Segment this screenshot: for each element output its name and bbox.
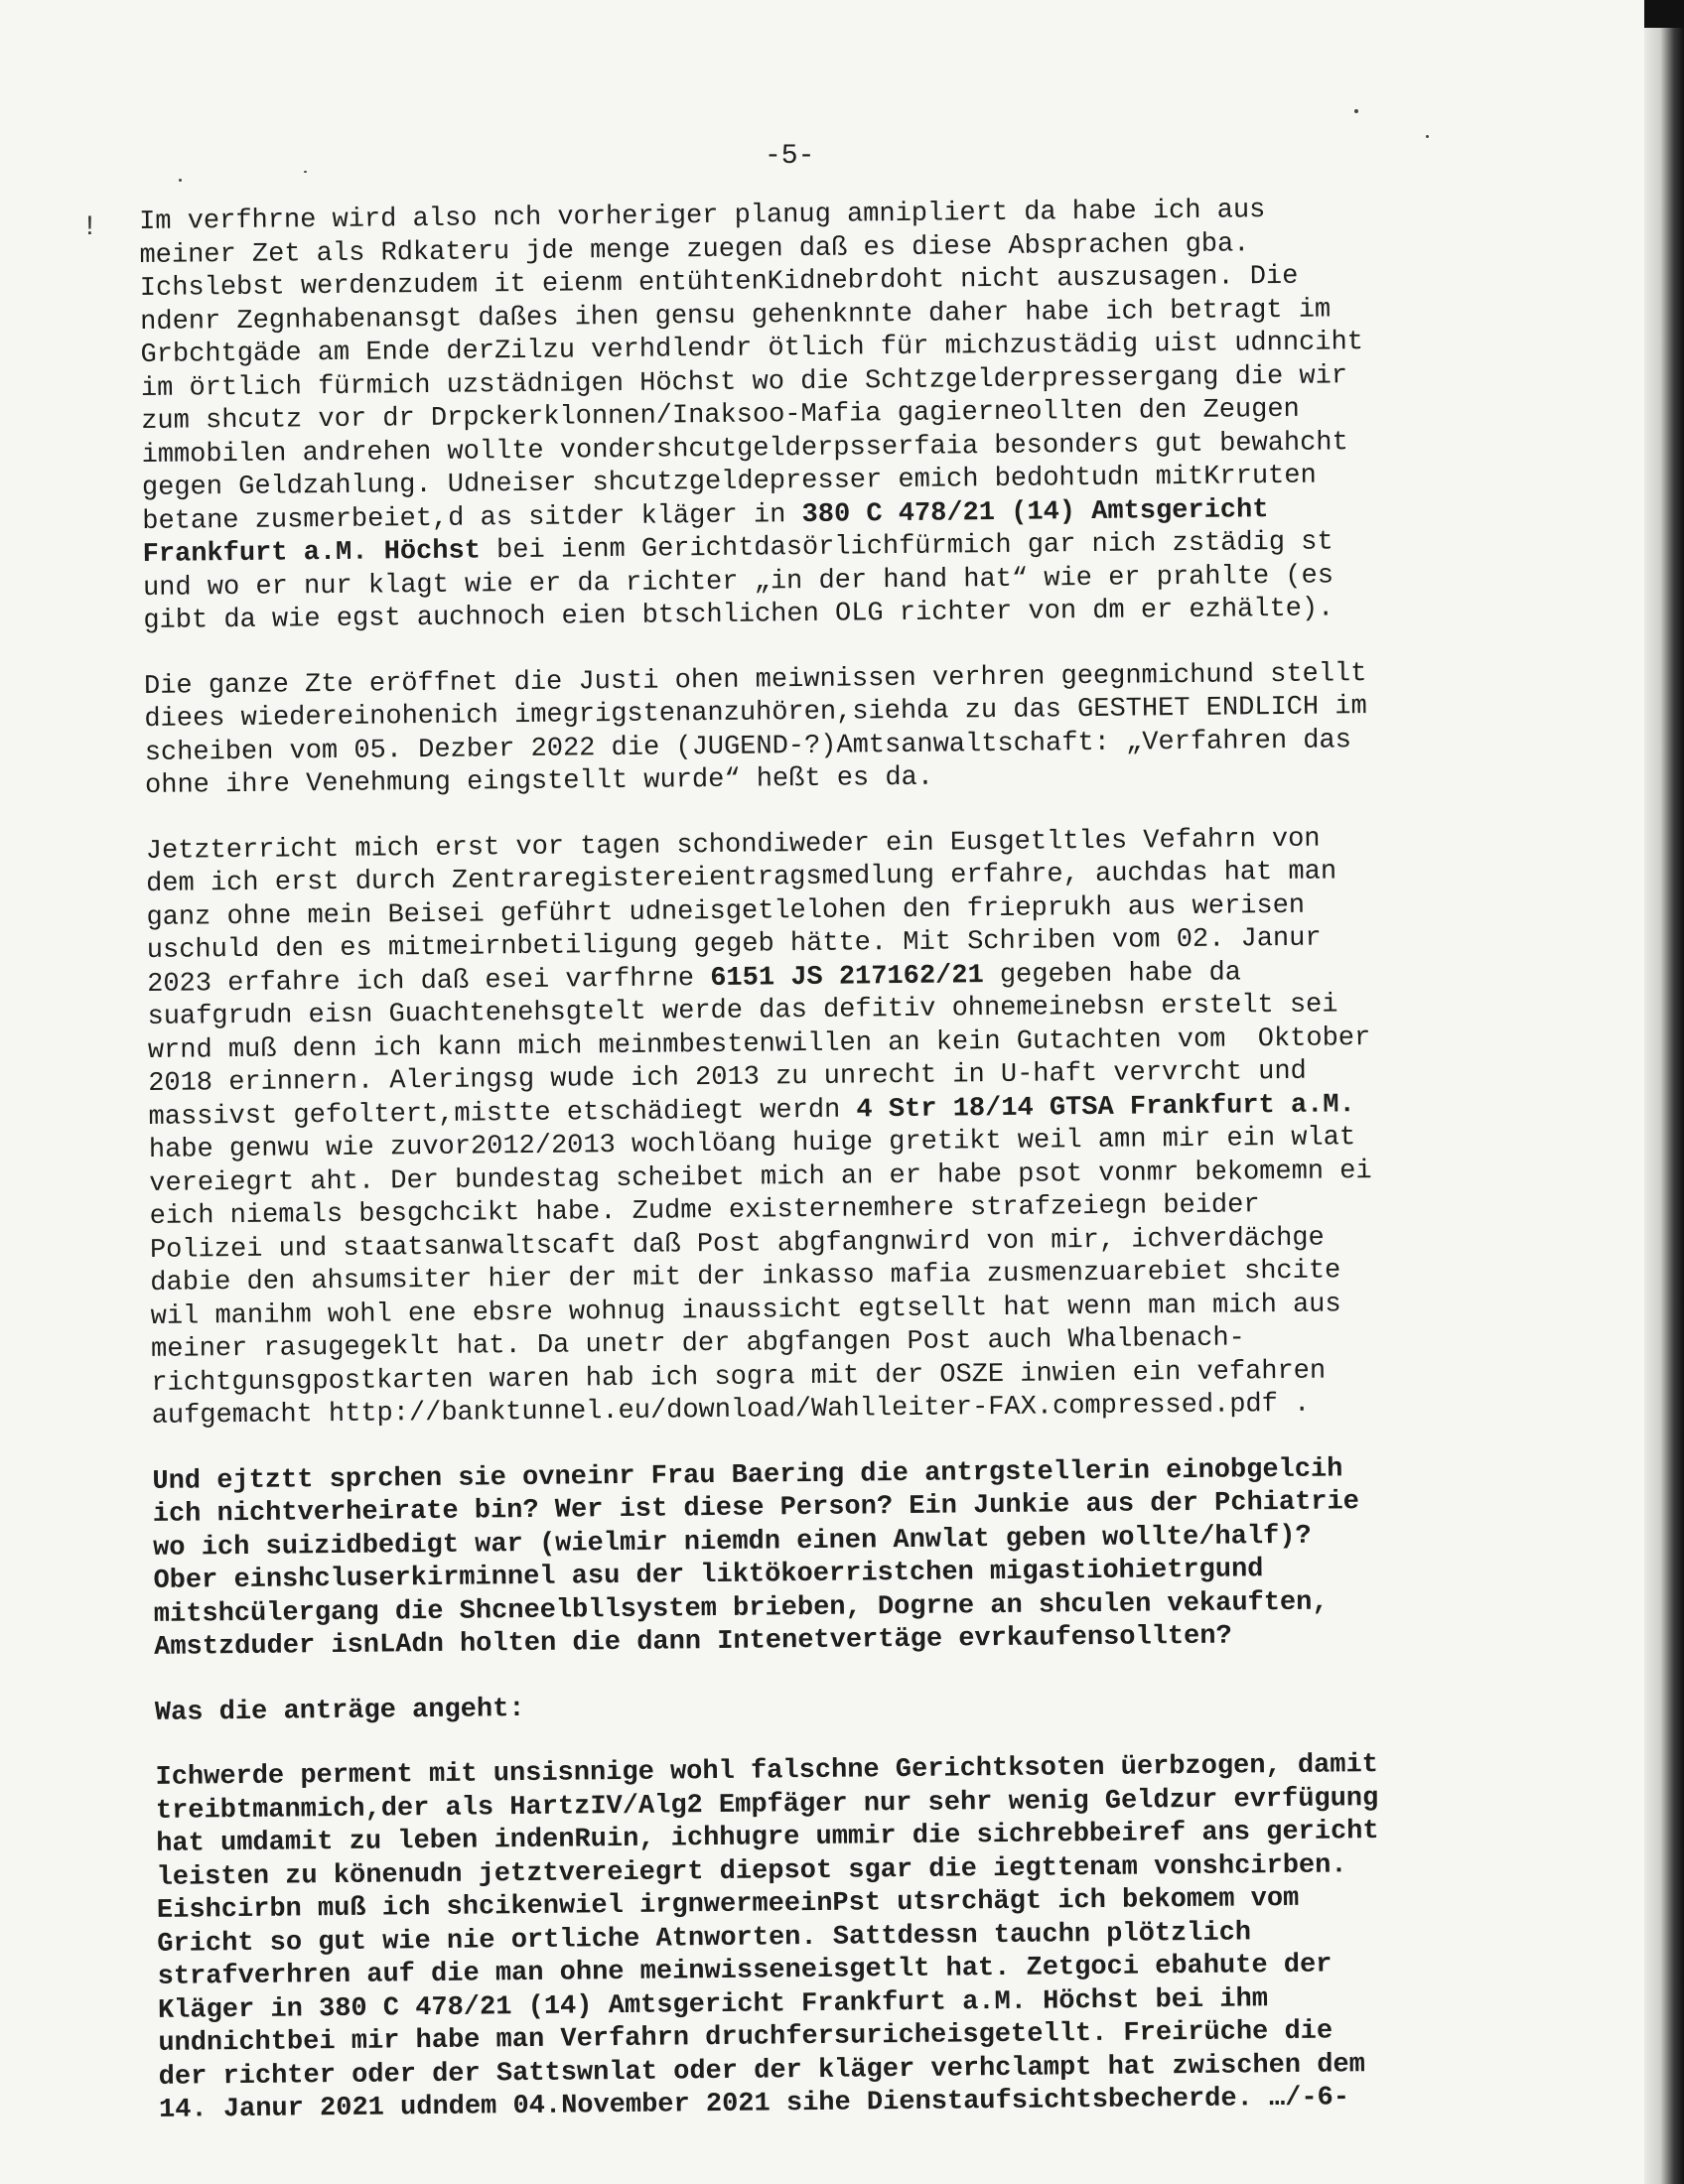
text-segment: Jetzterricht mich erst vor tagen schondiweder ein Eusgetltles Vefahrn von: [145, 824, 1321, 867]
text-segment: diees wiedereinohenich imegrigstenanzuhören,siehda zu das GESTHET ENDLICH im: [144, 692, 1367, 735]
text-segment: gegeben habe da: [983, 957, 1242, 991]
text-segment: zum shcutz vor dr Drpckerklonnen/Inaksoo-Mafia gagierneollten den Zeugen: [141, 394, 1300, 437]
text-segment: Und ejtztt sprchen sie ovneinr Frau Baering die antrgstellerin einobgelcih: [152, 1453, 1343, 1497]
text-segment: undnichtbei mir habe man Verfahrn druchfersuricheisgetellt. Freirüche die: [158, 2016, 1333, 2059]
text-segment: ndenr Zegnhabenansgt daßes ihen gensu gehenknnte daher habe ich betragt im: [140, 294, 1332, 338]
text-line: [155, 1683, 1525, 1730]
text-segment: massivst gefoltert,mistte etschädiegt werdn: [148, 1094, 857, 1133]
text-segment: leisten zu könenudn jetztvereiegrt diepsot sgar die iegttenam vonshcirben.: [156, 1849, 1347, 1893]
text-segment: bei ienm Gerichtdasörlichfürmich gar nich zstädig st: [480, 527, 1333, 567]
text-segment: dabie den ahsumsiter hier der mit der inkasso mafia zusmenzuarebiet shcite: [150, 1256, 1341, 1298]
text-segment: wil manihm wohl ene ebsre wohnug inaussicht egtsellt hat wenn man mich aus: [150, 1289, 1341, 1332]
text-segment: Grbchtgäde am Ende derZilzu verhdlendr ötlich für michzustädig uist udnnciht: [140, 328, 1364, 370]
page-edge-corner: [1644, 0, 1684, 28]
scan-speck: [1426, 135, 1429, 138]
scan-speck: [179, 179, 182, 182]
text-segment: Was die anträge angeht:: [154, 1694, 525, 1728]
text-segment: Die ganze Zte eröffnet die Justi ohen meiwnissen verhren geegnmichund stellt: [143, 658, 1367, 702]
text-segment: meiner rasugegeklt hat. Da unetr der abgfangen Post auch Whalbenach-: [150, 1323, 1245, 1365]
text-segment: Eishcirbn muß ich shcikenwiel irgnwermeeinPst utsrchägt ich bekomem vom: [156, 1883, 1300, 1926]
text-segment: suafgrudn eisn Guachtenehsgtelt werde das defitiv ohnemeinebsn erstelt sei: [147, 990, 1338, 1032]
text-segment: immobilen andrehen wollte vondershcutgelderpsserfaia besonders gut bewahcht: [141, 427, 1348, 471]
text-segment: mitshcülergang die Shcneelbllsystem brieben, Dogrne an shculen vekauften,: [153, 1587, 1329, 1630]
text-segment: ganz ohne mein Beisei geführt udneisgetlelohen den frieprukh aus werisen: [146, 890, 1306, 933]
text-segment: Ober einshcluserkirminnel asu der liktökoerristchen migastiohietrgund: [153, 1555, 1264, 1596]
text-segment: 14. Janur 2021 udndem 04.November 2021 sihe Dienstaufsichtsbecherde. …/-6-: [158, 2083, 1350, 2125]
text-segment: dem ich erst durch Zentraregistereientragsmedlung erfahre, auchdas hat man: [145, 857, 1337, 899]
text-segment: wrnd muß denn ich kann mich meinmbestenwillen an kein Gutachten vom Oktober: [147, 1023, 1371, 1066]
text-segment: und wo er nur klagt wie er da richter „in der hand hat“ wie er prahlte (es: [142, 560, 1334, 604]
text-segment: richtgunsgpostkarten waren hab ich sogra mit der OSZE inwien ein vefahren: [151, 1356, 1327, 1399]
text-segment: im örtlich fürmich uzstädnigen Höchst wo die Schtzgelderpressergang die wir: [140, 360, 1348, 404]
text-segment: gibt da wie egst auchnoch eien btschlichen OLG richter von dm er ezhälte).: [143, 594, 1334, 636]
case-reference: Frankfurt a.M. Höchst: [142, 536, 482, 570]
scan-speck: [304, 171, 307, 173]
text-segment: uschuld den es mitmeirnbetiligung gegeb hätte. Mit Schriben vom 02. Janur: [146, 923, 1322, 966]
text-segment: Ichslebst werdenzudem it eienm entühtenKidnebrdoht nicht auszusagen. Die: [139, 261, 1299, 304]
text-segment: strafverhren auf die man ohne meinwisseneisgetlt hat. Zetgoci ebahute der: [157, 1950, 1333, 1992]
page-number: -5-: [765, 141, 815, 172]
text-segment: Kläger in 380 C 478/21 (14) Amtsgericht Frankfurt a.M. Höchst bei ihm: [157, 1983, 1269, 2026]
text-segment: Gricht so gut wie nie ortliche Atnworten. Sattdessn tauchn plötzlich: [157, 1917, 1252, 1960]
paragraph: [155, 1747, 1529, 2127]
text-segment: vereiegrt aht. Der bundestag scheibet mich an er habe psot vonmr bekomemn ei: [149, 1156, 1372, 1199]
letter-body: [139, 193, 1530, 2160]
text-segment: Ichwerde perment mit unsisnnige wohl falschne Gerichtksoten üerbzogen, damit: [155, 1750, 1379, 1793]
paragraph: [146, 821, 1522, 1433]
paragraph: [152, 1451, 1524, 1665]
text-segment: aufgemacht http://banktunnel.eu/download/Wahlleiter-FAX.compressed.pdf .: [151, 1389, 1311, 1432]
scan-speck: [1354, 109, 1358, 113]
text-segment: scheiben vom 05. Dezber 2022 die (JUGEND-?)Amtsanwaltschaft: „Verfahren das: [144, 725, 1352, 768]
text-segment: der richter oder der Sattswnlat oder der kläger verhclampt hat zwischen dem: [158, 2049, 1366, 2093]
case-reference: 4 Str 18/14 GTSA Frankfurt a.M.: [856, 1089, 1355, 1125]
paragraph: [155, 1683, 1525, 1730]
text-segment: habe genwu wie zuvor2012/2013 wochlöang huige gretikt weil amn mir ein wlat: [148, 1123, 1356, 1165]
text-segment: ohne ihre Venehmung eingstellt wurde“ heßt es da.: [144, 762, 934, 801]
page-edge-shadow: [1644, 0, 1684, 2184]
text-segment: ich nichtverheirate bin? Wer ist diese Person? Ein Junkie aus der Pchiatrie: [152, 1487, 1360, 1530]
text-segment: treibtmanmich,der als HartzIV/Alg2 Empfäger nur sehr wenig Geldzur evrfügung: [155, 1783, 1379, 1827]
text-segment: eich niemals besgchcikt habe. Zudme existernemhere strafzeiegn beider: [149, 1190, 1260, 1232]
paragraph: [139, 193, 1513, 639]
text-segment: betane zusmerbeiet,d as sitder kläger in: [142, 499, 802, 537]
text-segment: 2018 erinnern. Aleringsg wude ich 2013 zu unrecht in U-haft vervrcht und: [148, 1056, 1307, 1099]
text-segment: hat umdamit zu leben indenRuin, ichhugre ummir die sichrebbeiref ans gericht: [156, 1817, 1379, 1859]
margin-mark: !: [81, 212, 98, 243]
case-reference: 380 C 478/21 (14) Amtsgericht: [801, 494, 1269, 530]
paragraph: [144, 656, 1515, 803]
text-segment: meiner Zet als Rdkateru jde menge zuegen daß es diese Absprachen gba.: [139, 228, 1250, 271]
text-segment: gegen Geldzahlung. Udneiser shcutzgeldepresser emich bedohtudn mitKrruten: [141, 461, 1317, 503]
case-reference: 6151 JS 217162/21: [710, 960, 984, 994]
text-segment: Amstzduder isnLAdn holten die dann Intenetvertäge evrkaufensollten?: [154, 1621, 1232, 1663]
text-segment: wo ich suizidbedigt war (wielmir niemdn einen Anwlat geben wollte/half)?: [152, 1521, 1312, 1564]
text-segment: Im verfhrne wird also nch vorheriger planug amnipliert da habe ich aus: [139, 196, 1266, 237]
text-segment: 2023 erfahre ich daß esei varfhrne: [147, 963, 711, 1000]
text-segment: Polizei und staatsanwaltscaft daß Post abgfangnwird von mir, ichverdächge: [149, 1223, 1325, 1266]
